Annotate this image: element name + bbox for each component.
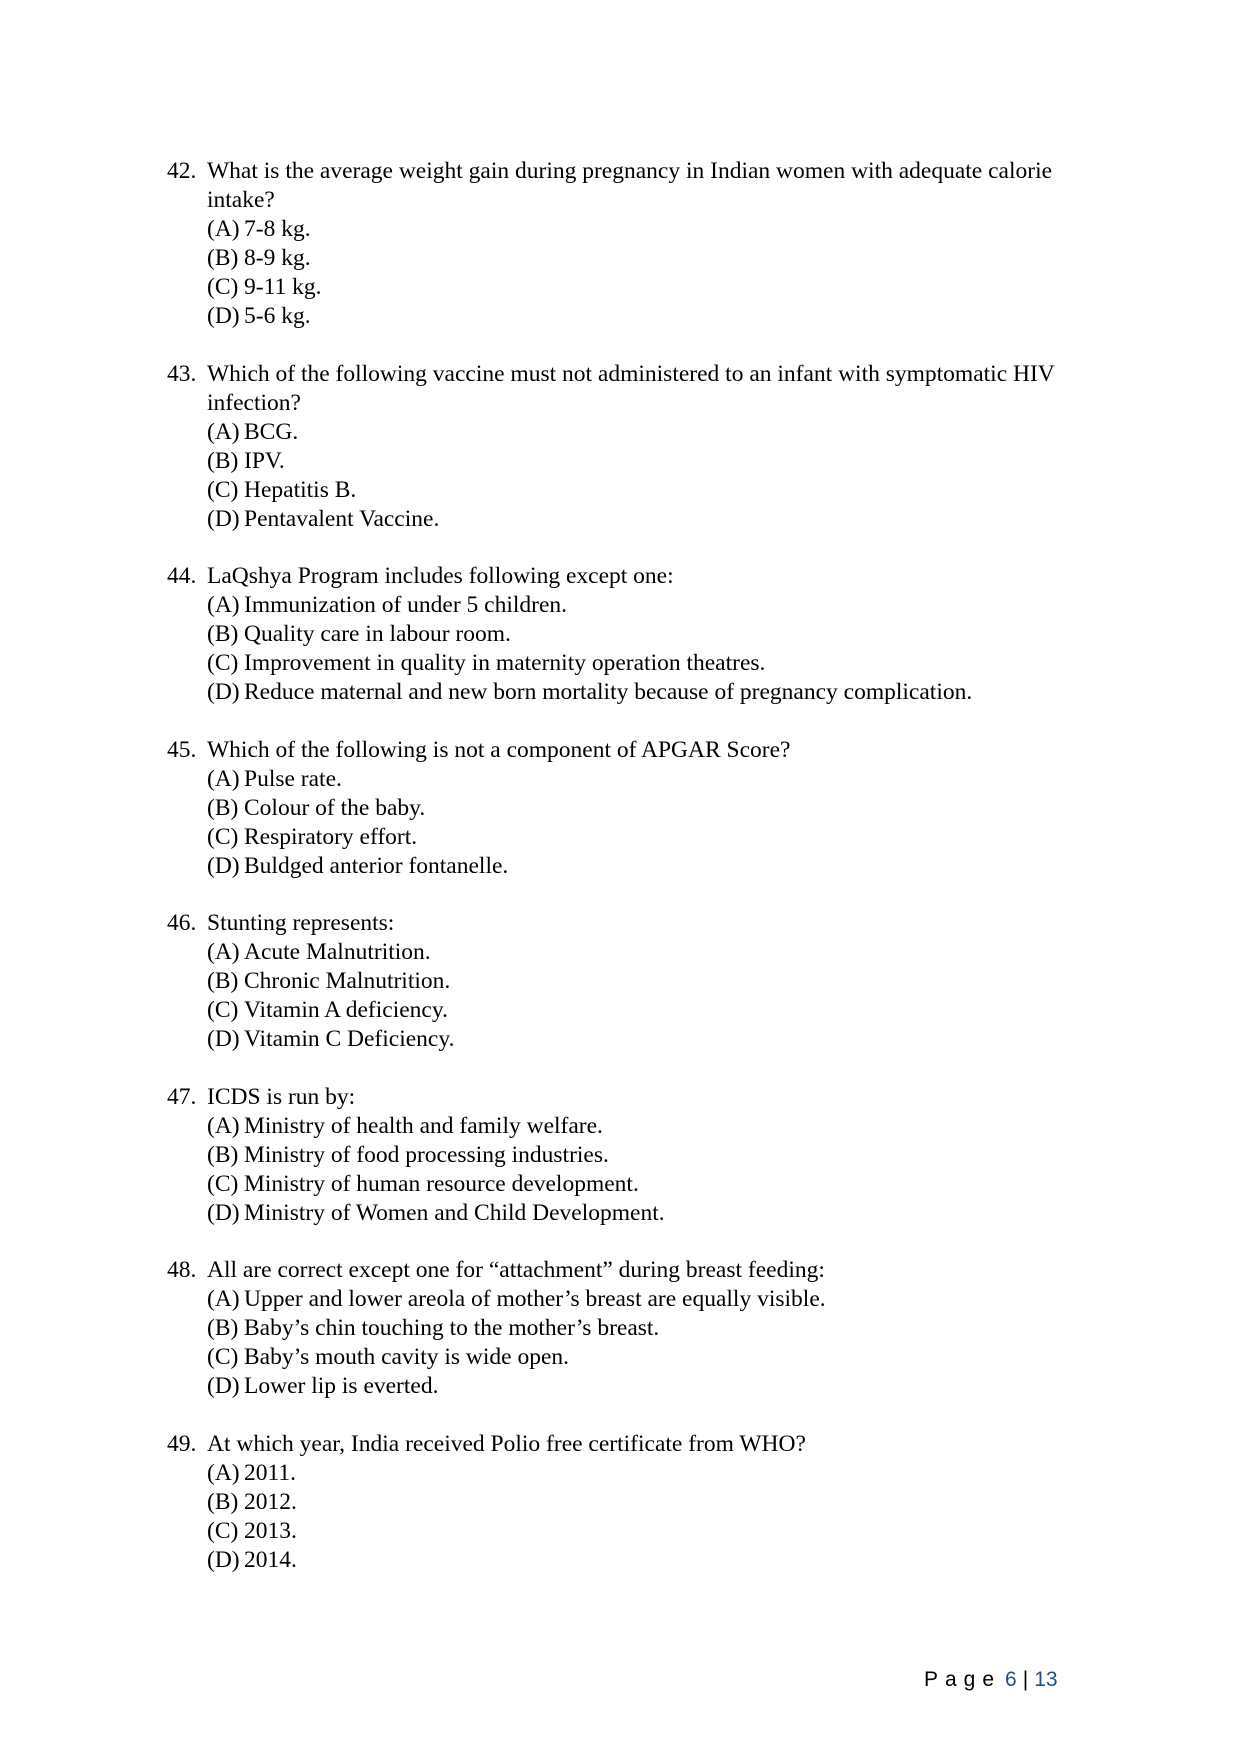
option-text: 2014.	[244, 1546, 297, 1573]
option-text: Respiratory effort.	[244, 823, 418, 850]
option-text: Buldged anterior fontanelle.	[244, 852, 509, 879]
question-text: Which of the following vaccine must not administered to an infant with symptomatic HIV infection?	[207, 360, 1055, 416]
answer-option	[167, 765, 1077, 794]
question-item	[167, 1430, 1077, 1575]
option-label: (D)	[207, 679, 240, 705]
option-label: (A)	[207, 1112, 240, 1139]
option-text: Colour of the baby.	[244, 794, 426, 821]
answer-option	[167, 476, 1077, 505]
question-text: What is the average weight gain during pregnancy in Indian women with adequate calorie intake?	[207, 158, 1053, 213]
question-stem	[167, 1083, 1077, 1112]
question-text: ICDS is run by:	[207, 1083, 356, 1110]
question-stem	[167, 909, 1077, 938]
option-label: (A)	[207, 592, 240, 618]
option-text: Immunization of under 5 children.	[244, 592, 568, 618]
question-stem	[167, 1256, 1077, 1285]
option-label: (C)	[207, 274, 239, 300]
question-item	[167, 909, 1077, 1054]
option-label: (A)	[207, 1286, 240, 1312]
question-stem	[167, 736, 1077, 765]
page-footer	[924, 1667, 1058, 1693]
option-label: (B)	[207, 968, 239, 994]
option-text: Baby’s mouth cavity is wide open.	[244, 1344, 570, 1370]
question-stem	[167, 157, 1077, 215]
answer-option	[167, 1546, 1077, 1575]
option-label: (B)	[207, 621, 239, 647]
option-text: 8-9 kg.	[244, 245, 311, 271]
option-text: Vitamin C Deficiency.	[244, 1026, 455, 1052]
answer-option	[167, 938, 1077, 967]
option-text: 2011.	[244, 1459, 297, 1486]
answer-options	[167, 765, 1077, 881]
option-label: (A)	[207, 765, 240, 792]
option-text: Vitamin A deficiency.	[244, 997, 448, 1023]
option-label: (B)	[207, 794, 239, 821]
page-separator: |	[1022, 1668, 1029, 1691]
option-text: 2013.	[244, 1517, 297, 1544]
question-number: 42.	[167, 158, 197, 184]
question-number: 45.	[167, 736, 197, 763]
option-text: Improvement in quality in maternity operation theatres.	[244, 650, 766, 676]
option-text: 9-11 kg.	[244, 274, 322, 300]
option-label: (C)	[207, 823, 239, 850]
answer-option	[167, 1517, 1077, 1546]
option-label: (C)	[207, 650, 239, 676]
answer-option	[167, 1488, 1077, 1517]
question-stem	[167, 360, 1077, 418]
question-text: All are correct except one for “attachment” during breast feeding:	[207, 1257, 825, 1283]
answer-option	[167, 273, 1077, 302]
option-text: 7-8 kg.	[244, 216, 311, 242]
option-label: (A)	[207, 939, 240, 965]
option-label: (B)	[207, 245, 239, 271]
question-item	[167, 157, 1077, 331]
option-text: IPV.	[244, 447, 285, 474]
option-label: (B)	[207, 1315, 239, 1341]
option-label: (D)	[207, 1199, 240, 1226]
question-text: Which of the following is not a component of APGAR Score?	[207, 736, 791, 763]
option-text: Baby’s chin touching to the mother’s breast.	[244, 1315, 660, 1341]
answer-option	[167, 1170, 1077, 1199]
answer-option	[167, 1112, 1077, 1141]
answer-option	[167, 1372, 1077, 1401]
answer-options	[167, 418, 1077, 534]
option-text: 2012.	[244, 1488, 297, 1515]
option-label: (C)	[207, 1170, 239, 1197]
answer-option	[167, 244, 1077, 273]
question-item	[167, 1256, 1077, 1401]
answer-option	[167, 418, 1077, 447]
question-number: 44.	[167, 563, 197, 589]
question-text: Stunting represents:	[207, 910, 395, 936]
option-label: (B)	[207, 1488, 239, 1515]
option-text: Pentavalent Vaccine.	[244, 505, 440, 532]
answer-option	[167, 620, 1077, 649]
answer-option	[167, 215, 1077, 244]
question-stem	[167, 1430, 1077, 1459]
answer-option	[167, 967, 1077, 996]
option-text: Ministry of health and family welfare.	[244, 1112, 603, 1139]
question-stem	[167, 562, 1077, 591]
option-text: 5-6 kg.	[244, 303, 311, 329]
answer-option	[167, 1141, 1077, 1170]
answer-options	[167, 215, 1077, 331]
option-text: Reduce maternal and new born mortality because of pregnancy complication.	[244, 679, 973, 705]
question-text: LaQshya Program includes following except one:	[207, 563, 674, 589]
total-pages-number: 13	[1034, 1668, 1058, 1691]
question-list	[167, 157, 1077, 1603]
question-number: 48.	[167, 1257, 197, 1283]
option-label: (D)	[207, 1546, 240, 1573]
answer-options	[167, 1459, 1077, 1575]
answer-option	[167, 794, 1077, 823]
option-text: Pulse rate.	[244, 765, 342, 792]
page-label: Page	[924, 1668, 1002, 1691]
answer-option	[167, 1314, 1077, 1343]
answer-option	[167, 447, 1077, 476]
answer-option	[167, 1025, 1077, 1054]
option-text: Quality care in labour room.	[244, 621, 511, 647]
answer-options	[167, 591, 1077, 707]
option-text: Hepatitis B.	[244, 476, 357, 503]
answer-option	[167, 1459, 1077, 1488]
answer-options	[167, 938, 1077, 1054]
question-number: 43.	[167, 360, 197, 387]
option-label: (D)	[207, 1026, 240, 1052]
option-label: (A)	[207, 1459, 240, 1486]
answer-option	[167, 996, 1077, 1025]
option-label: (C)	[207, 476, 239, 503]
question-item	[167, 1083, 1077, 1228]
option-text: BCG.	[244, 418, 299, 445]
answer-option	[167, 302, 1077, 331]
option-text: Ministry of Women and Child Development.	[244, 1199, 665, 1226]
option-text: Lower lip is everted.	[244, 1373, 439, 1399]
option-label: (D)	[207, 852, 240, 879]
answer-option	[167, 852, 1077, 881]
option-label: (A)	[207, 418, 240, 445]
question-item	[167, 562, 1077, 707]
option-text: Acute Malnutrition.	[244, 939, 431, 965]
option-label: (D)	[207, 303, 240, 329]
answer-option	[167, 1285, 1077, 1314]
answer-option	[167, 823, 1077, 852]
option-label: (A)	[207, 216, 240, 242]
current-page-number: 6	[1005, 1668, 1017, 1691]
option-label: (B)	[207, 447, 239, 474]
option-text: Upper and lower areola of mother’s breast are equally visible.	[244, 1286, 826, 1312]
answer-options	[167, 1112, 1077, 1228]
question-item	[167, 736, 1077, 881]
question-item	[167, 360, 1077, 534]
answer-option	[167, 1199, 1077, 1228]
answer-option	[167, 591, 1077, 620]
option-label: (C)	[207, 1344, 239, 1370]
answer-option	[167, 505, 1077, 534]
answer-option	[167, 678, 1077, 707]
option-label: (D)	[207, 1373, 240, 1399]
answer-options	[167, 1285, 1077, 1401]
option-text: Chronic Malnutrition.	[244, 968, 451, 994]
answer-option	[167, 649, 1077, 678]
option-text: Ministry of human resource development.	[244, 1170, 639, 1197]
option-label: (B)	[207, 1141, 239, 1168]
question-number: 46.	[167, 910, 197, 936]
option-label: (C)	[207, 1517, 239, 1544]
option-label: (C)	[207, 997, 239, 1023]
question-number: 49.	[167, 1430, 197, 1457]
question-text: At which year, India received Polio free certificate from WHO?	[207, 1430, 806, 1457]
answer-option	[167, 1343, 1077, 1372]
question-number: 47.	[167, 1083, 197, 1110]
option-text: Ministry of food processing industries.	[244, 1141, 609, 1168]
option-label: (D)	[207, 505, 240, 532]
